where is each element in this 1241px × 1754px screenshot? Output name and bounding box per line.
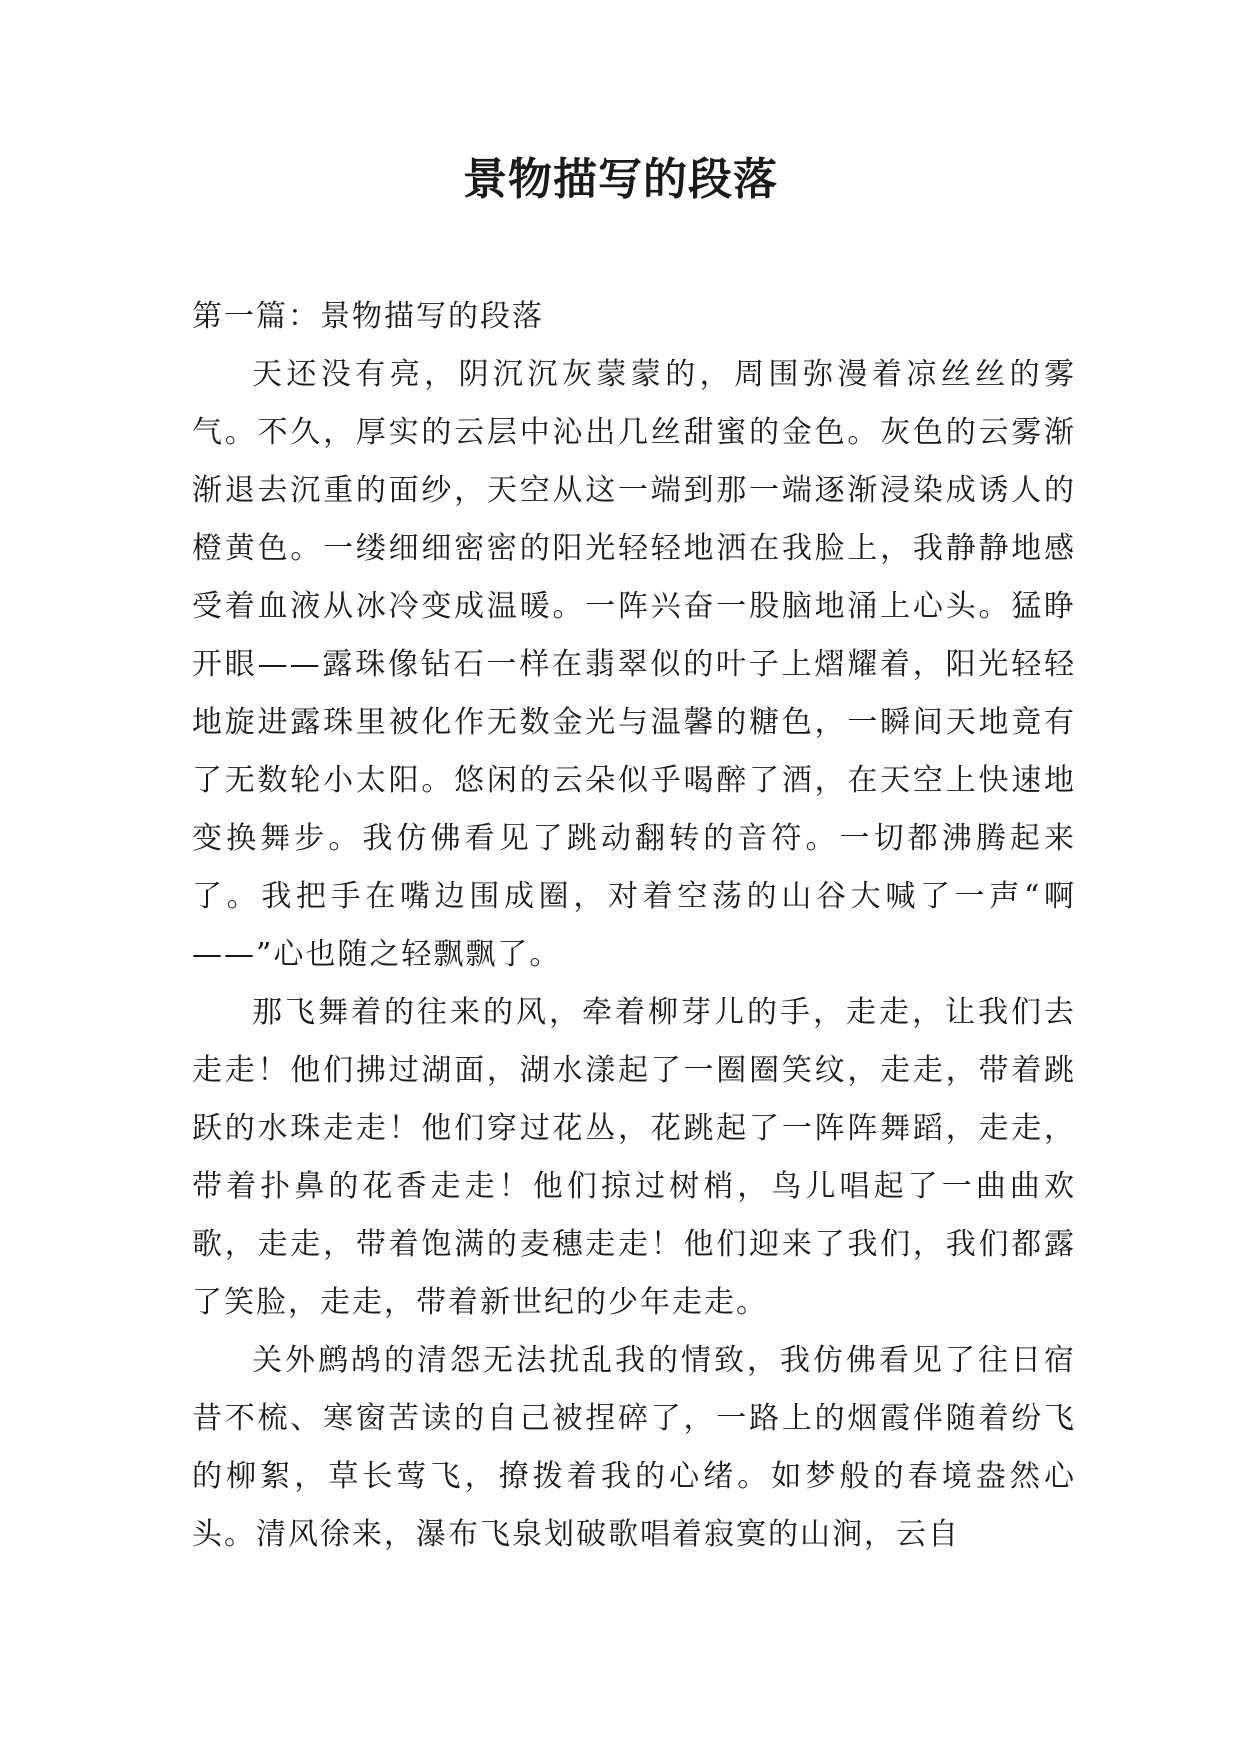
document-body [192,288,1076,1564]
section-heading: 第一篇：景物描写的段落 [192,299,544,334]
paragraph-3: 关外鹧鸪的清怨无法扰乱我的情致，我仿佛看见了往日宿昔不梳、寒窗苦读的自己被捏碎了，一路上的烟霞伴随着纷飞的柳絮，草长莺飞，撩拨着我的心绪。如梦般的春境盎然心头。清风徐来，瀑布飞泉划破歌唱着寂寞的山涧，云自 [192,1343,1076,1552]
document-title: 景物描写的段落 [463,154,778,205]
paragraph-1: 天还没有亮，阴沉沉灰蒙蒙的，周围弥漫着凉丝丝的雾气。不久，厚实的云层中沁出几丝甜蜜的金色。灰色的云雾渐渐退去沉重的面纱，天空从这一端到那一端逐渐浸染成诱人的橙黄色。一缕细细密密的阳光轻轻地洒在我脸上，我静静地感受着血液从冰冷变成温暖。一阵兴奋一股脑地涌上心头。猛睁开眼——露珠像钻石一样在翡翠似的叶子上熠耀着，阳光轻轻地旋进露珠里被化作无数金光与温馨的糖色，一瞬间天地竟有了无数轮小太阳。悠闲的云朵似乎喝醉了酒，在天空上快速地变换舞步。我仿佛看见了跳动翻转的音符。一切都沸腾起来了。我把手在嘴边围成圈，对着空荡的山谷大喊了一声“啊——”心也随之轻飘飘了。 [192,357,1076,972]
paragraph-2: 那飞舞着的往来的风，牵着柳芽儿的手，走走，让我们去走走！他们拂过湖面，湖水漾起了一圈圈笑纹，走走，带着跳跃的水珠走走！他们穿过花丛，花跳起了一阵阵舞蹈，走走，带着扑鼻的花香走走！他们掠过树梢，鸟儿唱起了一曲曲欢歌，走走，带着饱满的麦穗走走！他们迎来了我们，我们都露了笑脸，走走，带着新世纪的少年走走。 [192,995,1076,1320]
